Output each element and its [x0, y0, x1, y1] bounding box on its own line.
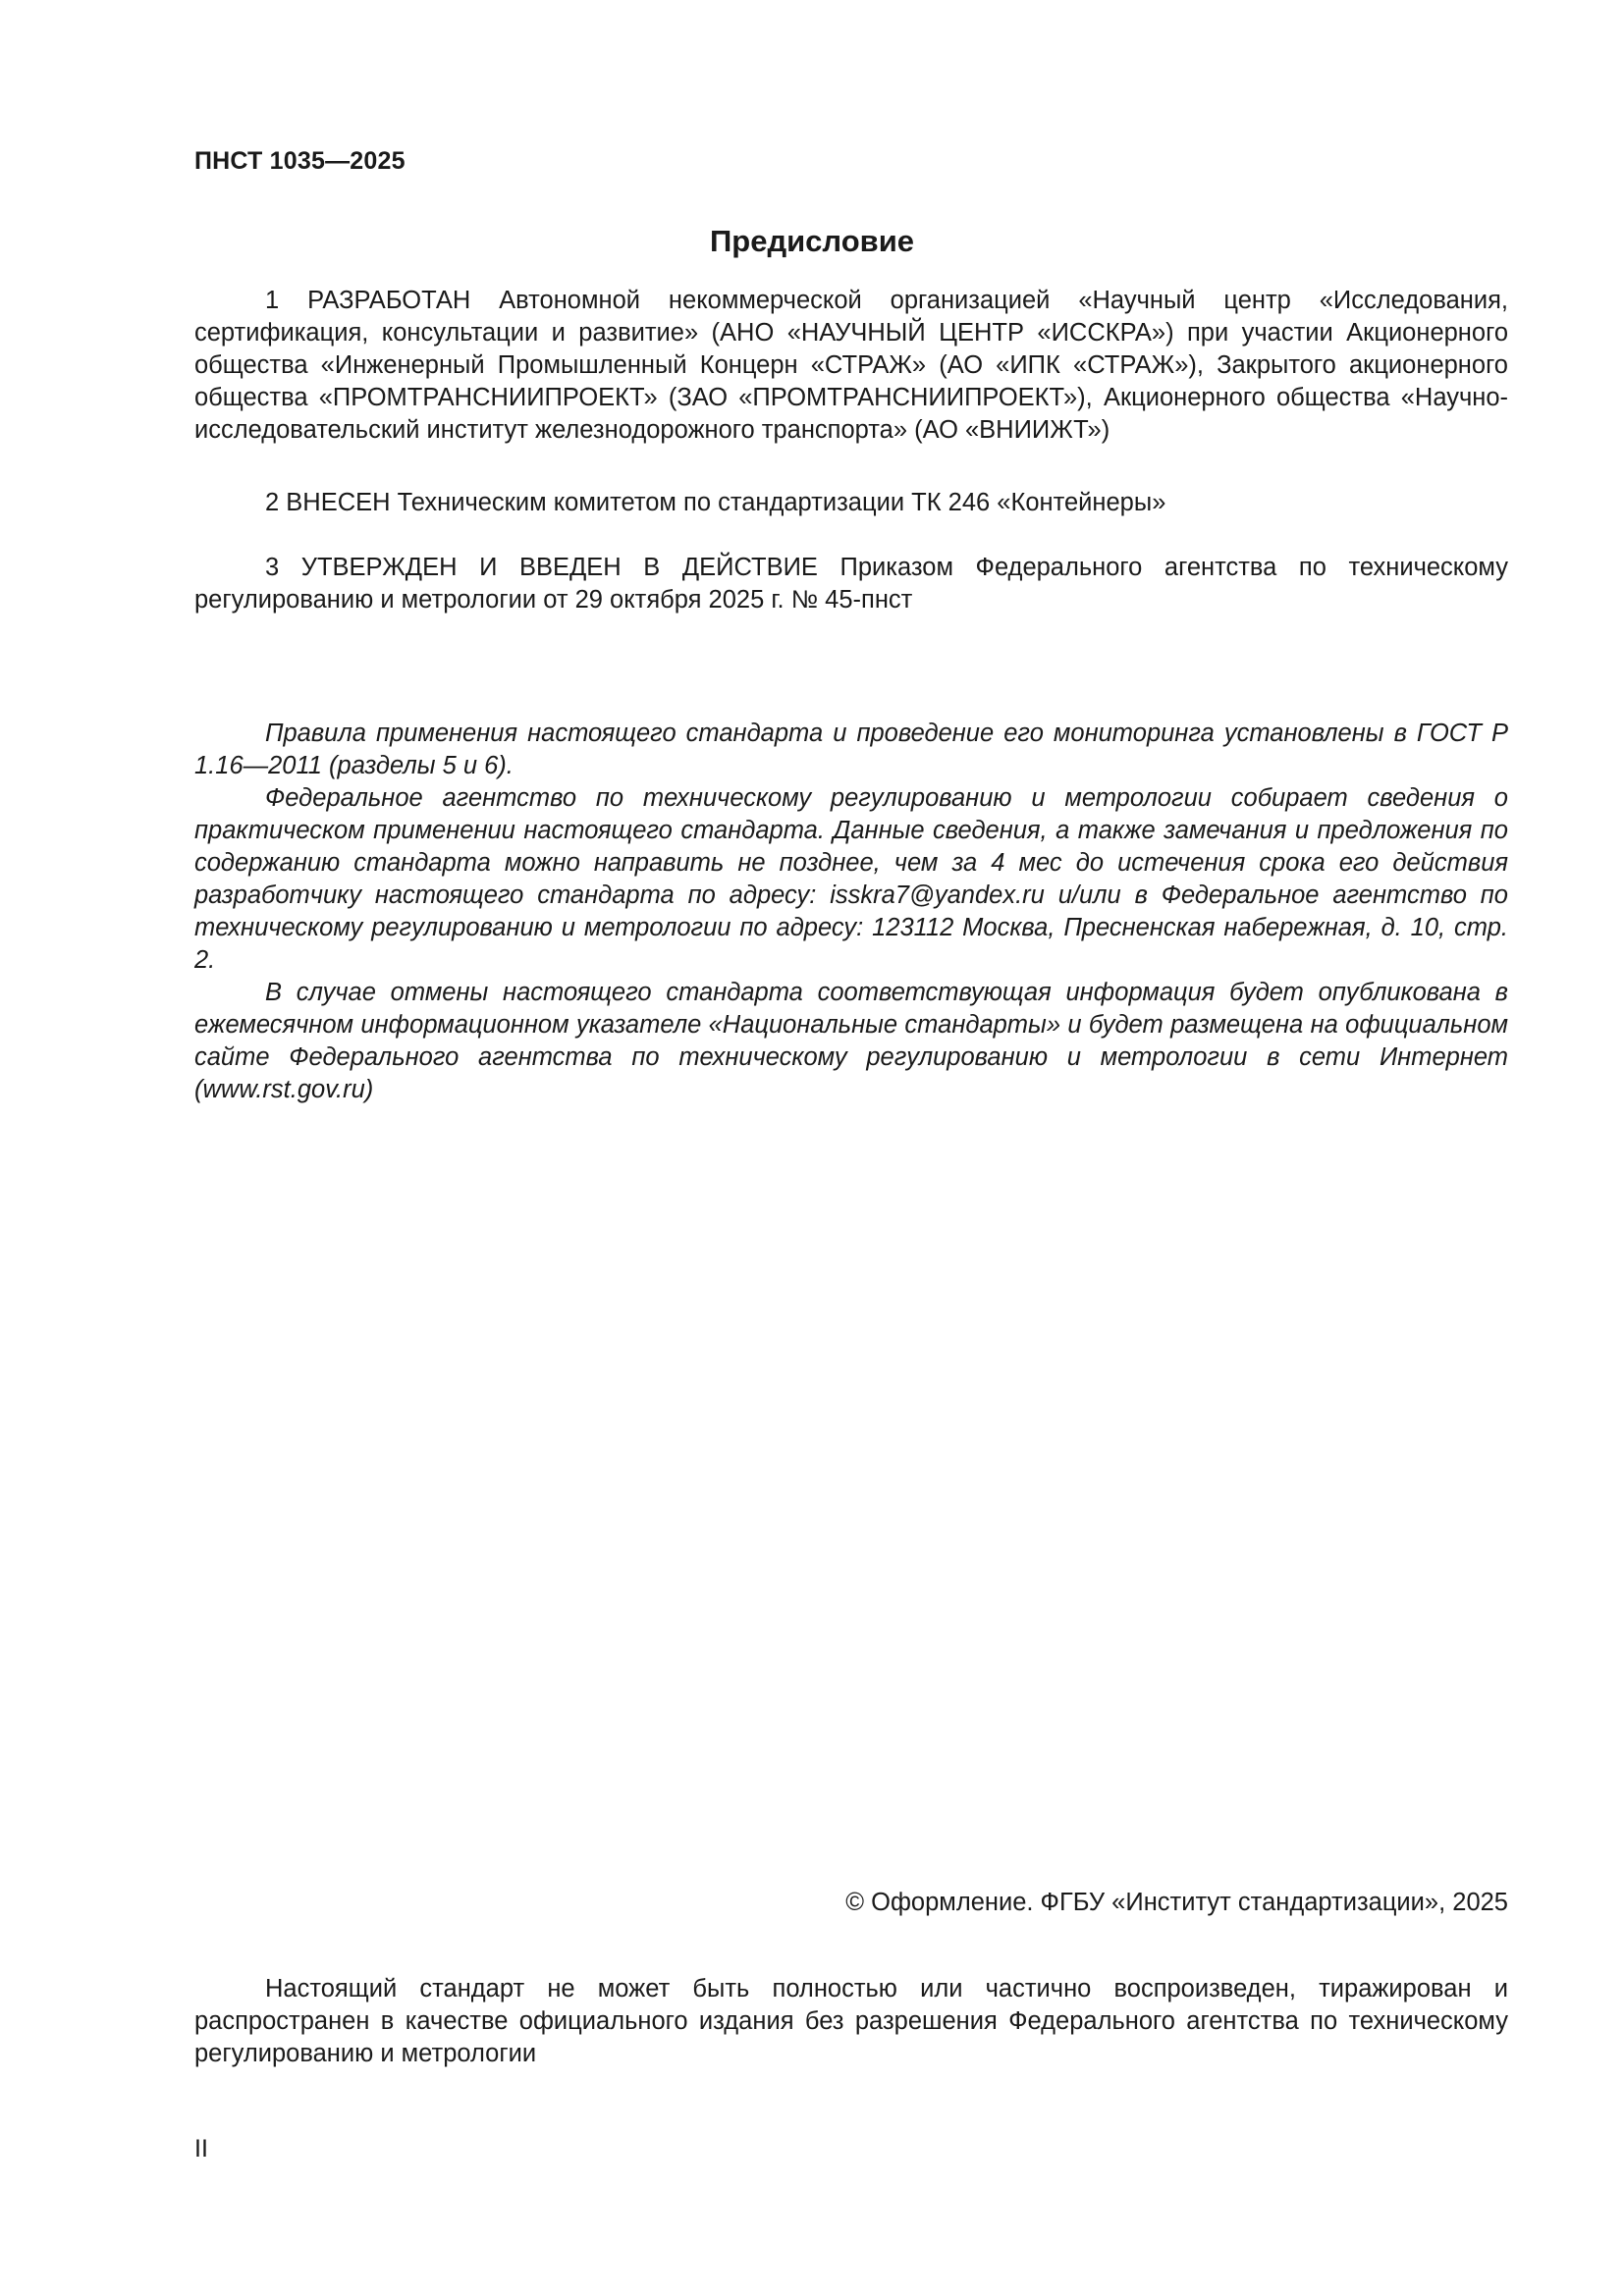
reproduction-restriction: Настоящий стандарт не может быть полностью или частично воспроизведен, тиражирован и распространен в качестве официального издания без разрешения Федерального агентства по техническому регулированию и метрологии [194, 1975, 1508, 2067]
foreword-item-3-block [194, 552, 1508, 616]
standard-notice [194, 718, 1508, 1106]
copyright-notice: © Оформление. ФГБУ «Институт стандартизации», 2025 [845, 1889, 1508, 1916]
notice-paragraph-feedback: Федеральное агентство по техническому регулированию и метрологии собирает сведения о практическом применении настоящего стандарта. Данные сведения, а также замечания и предложения по содержанию стандарта можно направить не позднее, чем за 4 мес до истечения срока его действия разработчику настоящего стандарта по адресу: isskra7@yandex.ru и/или в Федеральное агентство по техническому регулированию и метрологии по адресу: 123112 Москва, Пресненская набережная, д. 10, стр. 2. [194, 784, 1508, 974]
foreword-item-2-block [194, 487, 1508, 519]
foreword-item-3: 3 УТВЕРЖДЕН И ВВЕДЕН В ДЕЙСТВИЕ Приказом Федерального агентства по техническому регулированию и метрологии от 29 октября 2025 г. № 45-пнст [194, 554, 1508, 614]
notice-paragraph-cancellation: В случае отмены настоящего стандарта соответствующая информация будет опубликована в ежемесячном информационном указателе «Национальные стандарты» и будет размещена на официальном сайте Федерального агентства по техническому регулированию и метрологии в сети Интернет (www.rst.gov.ru) [194, 979, 1508, 1103]
foreword-item-1: 1 РАЗРАБОТАН Автономной некоммерческой организацией «Научный центр «Исследования, сертификация, консультации и развитие» (АНО «НАУЧНЫЙ ЦЕНТР «ИССКРА») при участии Акционерного общества «Инженерный Промышленный Концерн «СТРАЖ» (АО «ИПК «СТРАЖ»), Закрытого акционерного общества «ПРОМТРАНСНИИПРОЕКТ» (ЗАО «ПРОМТРАНСНИИПРОЕКТ»), Акционерного общества «Научно-исследовательский институт железнодорожного транспорта» (АО «ВНИИЖТ») [194, 287, 1508, 444]
foreword-item-1-block [194, 285, 1508, 447]
reproduction-restriction-block [194, 1973, 1508, 2070]
document-code: ПНСТ 1035—2025 [194, 147, 406, 175]
foreword-item-2: 2 ВНЕСЕН Техническим комитетом по стандартизации ТК 246 «Контейнеры» [265, 489, 1166, 516]
page-title: Предисловие [709, 224, 914, 258]
notice-paragraph-application: Правила применения настоящего стандарта и проведение его мониторинга установлены в ГОСТ Р 1.16—2011 (разделы 5 и 6). [194, 720, 1508, 779]
page-number: II [194, 2135, 208, 2163]
